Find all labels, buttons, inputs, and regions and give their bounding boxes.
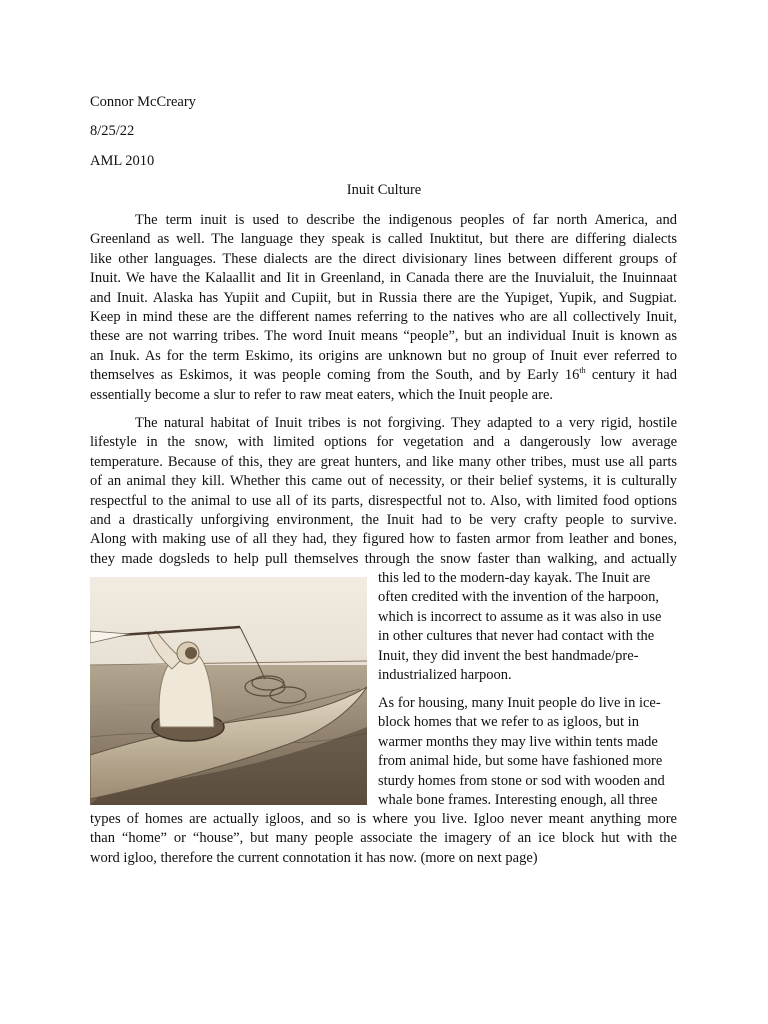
paragraph-line: lifestyle in the snow, with limited options for vegetation and a dangerously low average xyxy=(90,434,677,451)
paragraph-line: than “home” or “house”, but many people associate the imagery of an ice block hut with the xyxy=(90,830,677,847)
paragraph-line: they made dogsleds to help pull themselves through the snow faster than walking, and actually xyxy=(90,550,677,567)
paragraph-line: Along with making use of all they had, they figured how to fasten armor from leather and bones, xyxy=(90,531,677,548)
essay-title: Inuit Culture xyxy=(346,182,422,198)
paragraph-line: respectful to the animal to use all of its parts, disrespectful not to. Also, with limited food options xyxy=(90,492,677,509)
paragraph-line: these are not warring tribes. The word Inuit means “people”, but an individual Inuit is known as xyxy=(90,328,677,345)
paragraph-line: types of homes are actually igloos, and so is where you live. Igloo never meant anything more xyxy=(90,811,677,827)
paragraph-line: this led to the modern-day kayak. The Inuit are xyxy=(378,570,651,586)
paragraph-line: industrialized harpoon. xyxy=(378,667,512,684)
paragraph-line: Keep in mind these are the different names referring to the natives who are all collectively Inuit, xyxy=(90,309,677,326)
paragraph-line: The natural habitat of Inuit tribes is not forgiving. They adapted to a very rigid, hostile xyxy=(135,415,677,431)
paragraph-line: and Inuit. Alaska has Yupiit and Cupiit, but in Russia there are the Yupiget, Yupik, and Sugpiat. xyxy=(90,289,677,306)
author-name: Connor McCreary xyxy=(90,94,196,110)
paragraph-line: of an animal they kill. Whether this came out of necessity, or their belief systems, it is culturally xyxy=(90,473,677,490)
paragraph-line: The term inuit is used to describe the indigenous peoples of far north America, and xyxy=(135,212,677,228)
paragraph-line: and a drastically unforgiving environment, the Inuit had to be very crafty people to survive. xyxy=(90,512,677,529)
paragraph-line: As for housing, many Inuit people do live in ice- xyxy=(378,695,661,711)
paragraph-2 xyxy=(90,414,677,569)
paragraph-line: an Inuk. As for the term Eskimo, its origins are unknown but no group of Inuit ever referred to xyxy=(90,347,677,364)
paragraph-3 xyxy=(90,810,677,868)
paragraph-line: Greenland as well. The language they speak is called Inuktitut, but there are differing dialects xyxy=(90,231,677,248)
paragraph-line: temperature. Because of this, they are great hunters, and like many other tribes, must use all parts xyxy=(90,453,677,470)
superscript-th: th xyxy=(579,366,586,376)
paragraph-line: essentially become a slur to refer to raw meat eaters, which the Inuit people are. xyxy=(90,386,554,403)
paragraph-line: like other languages. These dialects are the direct divisionary lines between different groups of xyxy=(90,250,677,267)
kayak-hunter-photo xyxy=(90,577,367,805)
paragraph-1 xyxy=(90,211,677,405)
paragraph-line: whale bone frames. Interesting enough, all three xyxy=(378,792,658,809)
paragraph-line xyxy=(90,366,677,385)
paragraph-line: block homes that we refer to as igloos, but in xyxy=(378,714,639,731)
paragraph-2-wrap xyxy=(378,569,677,685)
essay-date: 8/25/22 xyxy=(90,123,135,139)
line-text: themselves as Eskimos, it was people coming from the South, and by Early 16 xyxy=(90,367,580,384)
paragraph-line: Inuit. We have the Kalaallit and Iit in Greenland, in Canada there are the Inuvialuit, the Inuinnaat xyxy=(90,270,677,287)
paragraph-line: from animal hide, but some have fashioned more xyxy=(378,753,663,770)
course-code: AML 2010 xyxy=(90,153,155,169)
paragraph-line: often credited with the invention of the harpoon, xyxy=(378,589,660,606)
paragraph-3-wrap xyxy=(378,694,677,810)
paragraph-line: in other cultures that never had contact with the xyxy=(378,628,655,645)
paragraph-line: Inuit, they did invent the best handmade/pre- xyxy=(378,647,639,664)
line-text: century it had xyxy=(585,367,677,384)
paragraph-line: warmer months they may live within tents made xyxy=(378,733,658,750)
paragraph-line: which is incorrect to assume as it was also in use xyxy=(378,608,662,625)
paragraph-line: word igloo, therefore the current connotation it has now. (more on next page) xyxy=(90,849,538,866)
paragraph-line: sturdy homes from stone or sod with wooden and xyxy=(378,772,665,789)
